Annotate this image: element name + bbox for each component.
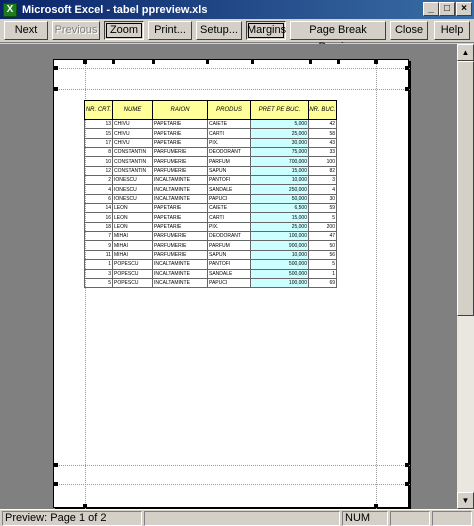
table-cell: 50 xyxy=(309,241,337,250)
table-cell: PARFUMERIE xyxy=(153,250,208,259)
table-cell: 9 xyxy=(85,241,113,250)
table-cell: 33 xyxy=(309,148,337,157)
table-cell: 250,000 xyxy=(251,185,309,194)
table-row xyxy=(85,185,337,194)
table-cell: SAPUN xyxy=(208,250,251,259)
column-handle[interactable] xyxy=(251,60,254,64)
table-row xyxy=(85,278,337,287)
table-cell: PAPUCI xyxy=(208,194,251,203)
num-indicator: NUM xyxy=(342,511,388,526)
table-cell: PANTOFI xyxy=(208,176,251,185)
minimize-button[interactable]: _ xyxy=(423,2,439,16)
header-nr-crt: NR. CRT. xyxy=(85,101,113,120)
table-cell: 75,000 xyxy=(251,148,309,157)
table-cell: CHIVU xyxy=(113,120,153,129)
margin-handle[interactable] xyxy=(83,504,87,508)
table-cell: 6 xyxy=(85,194,113,203)
table-cell: CHIVU xyxy=(113,129,153,138)
next-button[interactable]: Next xyxy=(4,21,48,40)
table-cell: 15 xyxy=(85,129,113,138)
header-pret: PRET PE BUC. xyxy=(251,101,309,120)
header-nr-buc: NR. BUC. xyxy=(309,101,337,120)
table-cell: LEON xyxy=(113,222,153,231)
table-cell: POPESCU xyxy=(113,260,153,269)
status-panel xyxy=(390,511,430,526)
table-cell: 30 xyxy=(309,194,337,203)
table-cell: CONSTANTIN xyxy=(113,148,153,157)
table-row xyxy=(85,269,337,278)
bottom-margin-line[interactable] xyxy=(54,465,410,466)
table-cell: 11 xyxy=(85,250,113,259)
table-cell: 500,000 xyxy=(251,269,309,278)
table-cell: 500,000 xyxy=(251,260,309,269)
margin-handle[interactable] xyxy=(405,87,409,91)
table-cell: DEODORANT xyxy=(208,232,251,241)
table-cell: MIHAI xyxy=(113,232,153,241)
margin-handle[interactable] xyxy=(83,60,87,64)
table-row xyxy=(85,232,337,241)
table-cell: SANDALE xyxy=(208,269,251,278)
table-row xyxy=(85,241,337,250)
table-cell: 50,000 xyxy=(251,194,309,203)
zoom-button[interactable]: Zoom xyxy=(104,21,144,40)
table-row xyxy=(85,213,337,222)
table-cell: SANDALE xyxy=(208,185,251,194)
table-row xyxy=(85,138,337,147)
column-handle[interactable] xyxy=(152,60,155,64)
title-bar xyxy=(0,0,474,19)
table-cell: PARFUMERIE xyxy=(153,157,208,166)
table-row xyxy=(85,129,337,138)
table-cell: POPESCU xyxy=(113,269,153,278)
maximize-button[interactable]: □ xyxy=(439,2,455,16)
column-handle[interactable] xyxy=(206,60,209,64)
table-cell: 25,000 xyxy=(251,129,309,138)
table-cell: PAPETARIE xyxy=(153,120,208,129)
table-cell: SAPUN xyxy=(208,166,251,175)
table-row xyxy=(85,222,337,231)
column-handle[interactable] xyxy=(309,60,312,64)
table-cell: 12 xyxy=(85,166,113,175)
margin-handle[interactable] xyxy=(54,87,58,91)
scroll-thumb[interactable] xyxy=(457,61,474,316)
right-margin-line[interactable] xyxy=(376,60,377,509)
table-cell: 7 xyxy=(85,232,113,241)
table-cell: 4 xyxy=(309,185,337,194)
table-cell: PIX. xyxy=(208,222,251,231)
preview-toolbar xyxy=(0,19,474,43)
table-cell: DEODORANT xyxy=(208,148,251,157)
table-cell: 10,000 xyxy=(251,176,309,185)
footer-margin-line[interactable] xyxy=(54,484,410,485)
table-cell: PAPETARIE xyxy=(153,213,208,222)
table-cell: CONSTANTIN xyxy=(113,157,153,166)
table-row xyxy=(85,157,337,166)
table-cell: PARFUM xyxy=(208,241,251,250)
table-cell: 59 xyxy=(309,204,337,213)
table-cell: 10,000 xyxy=(251,250,309,259)
table-cell: PAPETARIE xyxy=(153,129,208,138)
table-cell: 2 xyxy=(85,176,113,185)
previous-button[interactable]: Previous xyxy=(52,21,100,40)
table-cell: PANTOFI xyxy=(208,260,251,269)
table-cell: 43 xyxy=(309,138,337,147)
table-cell: INCALTAMINTE xyxy=(153,194,208,203)
excel-app-icon[interactable]: X xyxy=(3,3,17,17)
table-row xyxy=(85,204,337,213)
table-cell: 18 xyxy=(85,222,113,231)
close-window-button[interactable]: × xyxy=(456,2,472,16)
table-cell: PARFUMERIE xyxy=(153,166,208,175)
margin-handle[interactable] xyxy=(374,60,378,64)
table-cell: INCALTAMINTE xyxy=(153,176,208,185)
status-panel xyxy=(144,511,340,526)
table-cell: PARFUMERIE xyxy=(153,241,208,250)
data-table xyxy=(84,100,337,288)
scroll-down-icon[interactable]: ▼ xyxy=(457,492,474,509)
table-cell: 25,000 xyxy=(251,222,309,231)
table-row xyxy=(85,120,337,129)
table-cell: CARTI xyxy=(208,213,251,222)
table-cell: 5 xyxy=(309,213,337,222)
margin-handle[interactable] xyxy=(374,504,378,508)
table-cell: PARFUMERIE xyxy=(153,232,208,241)
table-cell: CHIVU xyxy=(113,138,153,147)
table-cell: 56 xyxy=(309,250,337,259)
table-cell: 100,000 xyxy=(251,278,309,287)
preview-page[interactable] xyxy=(53,59,409,508)
table-cell: 200 xyxy=(309,222,337,231)
top-margin-line[interactable] xyxy=(54,89,410,90)
table-cell: 58 xyxy=(309,129,337,138)
table-cell: 100 xyxy=(309,157,337,166)
status-panel xyxy=(432,511,472,526)
table-row xyxy=(85,166,337,175)
table-cell: PIX. xyxy=(208,138,251,147)
table-cell: CAIETE xyxy=(208,204,251,213)
table-cell: 15,000 xyxy=(251,166,309,175)
margins-button[interactable]: Margins xyxy=(246,21,286,40)
table-cell: PAPETARIE xyxy=(153,138,208,147)
table-cell: MIHAI xyxy=(113,250,153,259)
table-cell: 14 xyxy=(85,204,113,213)
table-cell: 6,500 xyxy=(251,204,309,213)
table-cell: INCALTAMINTE xyxy=(153,278,208,287)
margin-handle[interactable] xyxy=(405,463,409,467)
table-cell: MIHAI xyxy=(113,241,153,250)
help-button[interactable]: Help xyxy=(434,21,470,40)
table-body xyxy=(85,120,337,288)
table-row xyxy=(85,194,337,203)
header-nume: NUME xyxy=(113,101,153,120)
margin-handle[interactable] xyxy=(54,66,58,70)
table-row xyxy=(85,148,337,157)
table-cell: IONESCU xyxy=(113,185,153,194)
margin-handle[interactable] xyxy=(54,482,58,486)
preview-workspace xyxy=(0,44,457,509)
column-handle[interactable] xyxy=(337,60,340,64)
margin-handle[interactable] xyxy=(405,66,409,70)
header-margin-line[interactable] xyxy=(54,68,410,69)
table-cell: 1 xyxy=(85,260,113,269)
table-cell: 13 xyxy=(85,120,113,129)
print-button[interactable]: Print... xyxy=(148,21,192,40)
margin-handle[interactable] xyxy=(54,463,58,467)
table-cell: INCALTAMINTE xyxy=(153,185,208,194)
table-cell: PAPUCI xyxy=(208,278,251,287)
status-bar xyxy=(0,509,474,526)
status-text: Preview: Page 1 of 2 xyxy=(2,511,142,526)
scroll-up-icon[interactable]: ▲ xyxy=(457,44,474,61)
table-cell: 42 xyxy=(309,120,337,129)
table-cell: POPESCU xyxy=(113,278,153,287)
table-cell: 100,000 xyxy=(251,232,309,241)
table-cell: INCALTAMINTE xyxy=(153,269,208,278)
table-cell: IONESCU xyxy=(113,176,153,185)
table-cell: 10 xyxy=(85,157,113,166)
table-cell: PAPETARIE xyxy=(153,222,208,231)
table-cell: PARFUMERIE xyxy=(153,148,208,157)
table-row xyxy=(85,260,337,269)
page-break-preview-button[interactable]: Page Break xyxy=(290,21,386,40)
table-cell: 16 xyxy=(85,213,113,222)
table-cell: 5 xyxy=(309,260,337,269)
table-cell: 3 xyxy=(309,176,337,185)
table-cell: 17 xyxy=(85,138,113,147)
table-row xyxy=(85,176,337,185)
table-cell: LEON xyxy=(113,213,153,222)
column-handle[interactable] xyxy=(112,60,115,64)
table-cell: 5 xyxy=(85,278,113,287)
close-button[interactable]: Close xyxy=(390,21,428,40)
table-cell: PAPETARIE xyxy=(153,204,208,213)
table-cell: 3 xyxy=(85,269,113,278)
header-raion: RAION xyxy=(153,101,208,120)
table-cell: 900,000 xyxy=(251,241,309,250)
window-title: Microsoft Excel - tabel ppreview.xls xyxy=(22,3,208,16)
setup-button[interactable]: Setup... xyxy=(196,21,242,40)
table-cell: CAIETE xyxy=(208,120,251,129)
table-cell: 69 xyxy=(309,278,337,287)
table-cell: CARTI xyxy=(208,129,251,138)
table-cell: 4 xyxy=(85,185,113,194)
table-cell: CONSTANTIN xyxy=(113,166,153,175)
table-cell: 700,000 xyxy=(251,157,309,166)
table-cell: 30,000 xyxy=(251,138,309,147)
table-cell: 8 xyxy=(85,148,113,157)
margin-handle[interactable] xyxy=(405,482,409,486)
table-cell: 15,000 xyxy=(251,213,309,222)
table-cell: 1 xyxy=(309,269,337,278)
vertical-scrollbar[interactable] xyxy=(457,44,474,509)
table-cell: 47 xyxy=(309,232,337,241)
table-cell: INCALTAMINTE xyxy=(153,260,208,269)
table-header-row xyxy=(85,101,337,120)
table-row xyxy=(85,250,337,259)
table-cell: LEON xyxy=(113,204,153,213)
table-cell: PARFUM xyxy=(208,157,251,166)
header-produs: PRODUS xyxy=(208,101,251,120)
table-cell: 5,000 xyxy=(251,120,309,129)
table-cell: IONESCU xyxy=(113,194,153,203)
table-cell: 82 xyxy=(309,166,337,175)
